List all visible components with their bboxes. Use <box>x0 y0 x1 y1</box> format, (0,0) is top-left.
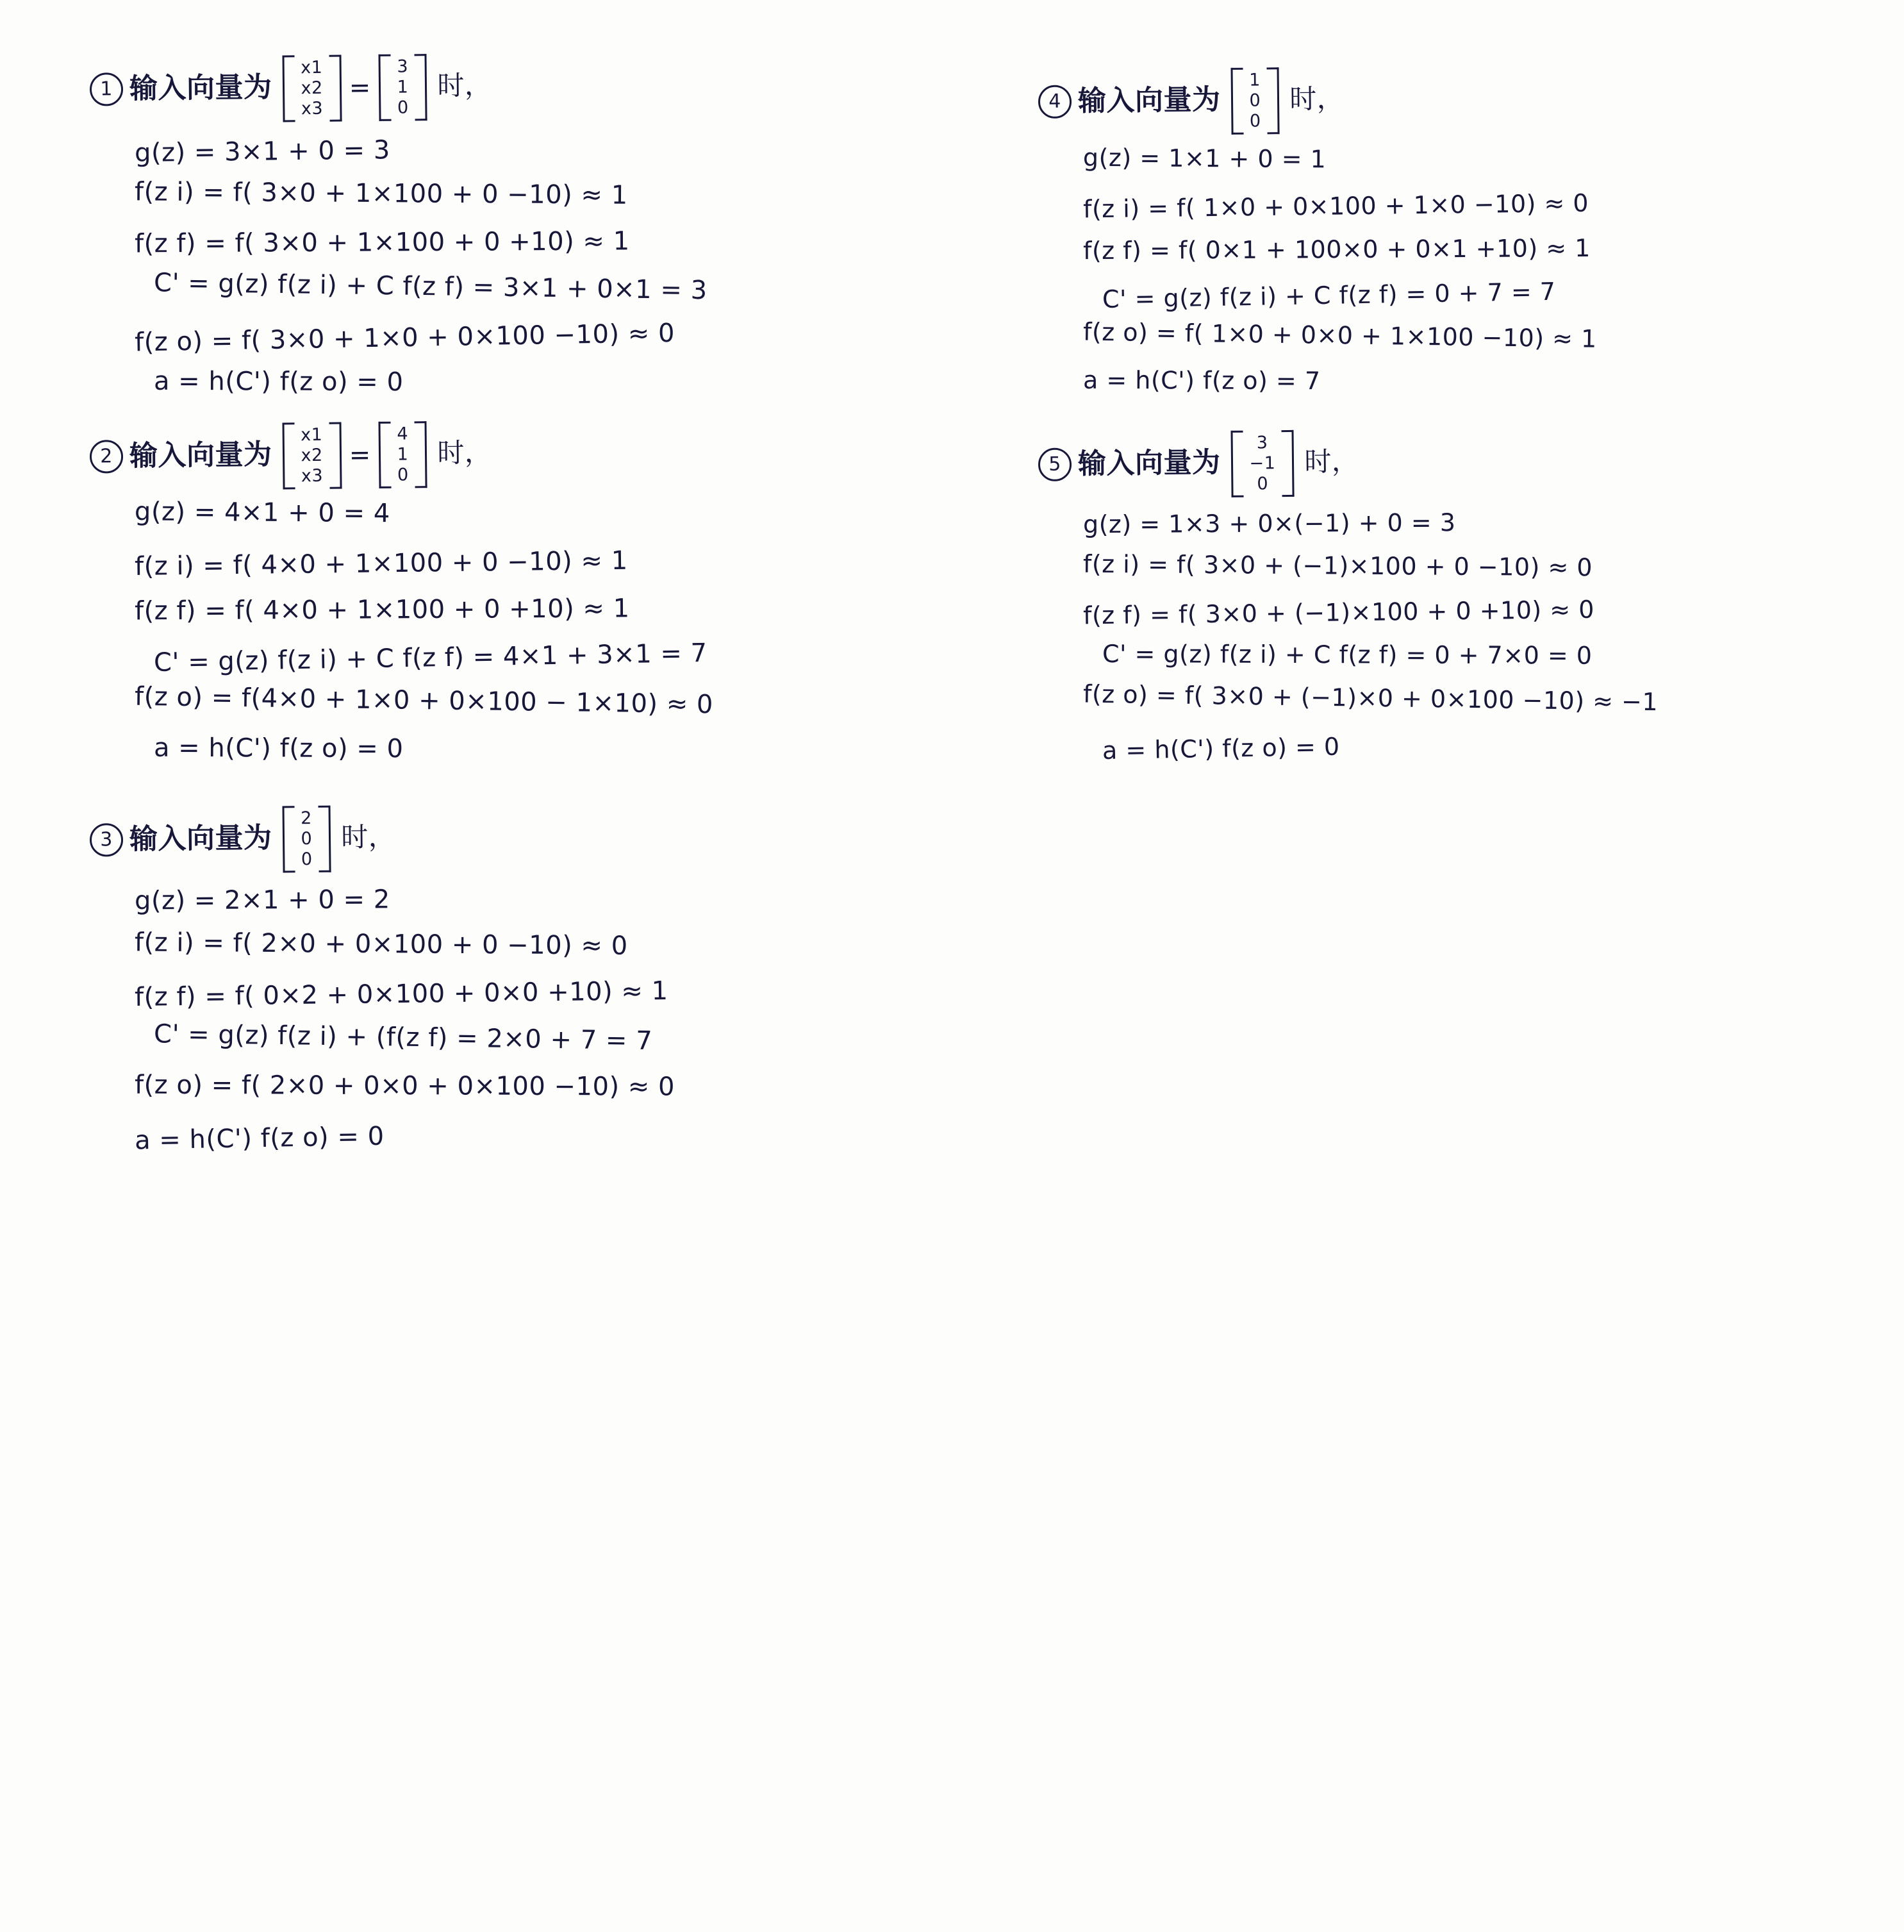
equation-line: g(z) = 2×1 + 0 = 2 <box>134 885 390 916</box>
vector-value: 1 <box>397 77 409 97</box>
right-column <box>1025 26 1904 1923</box>
vector-values <box>1245 67 1265 134</box>
case-block-3 <box>90 802 1025 1156</box>
equation-line: f(z o) = f( 2×0 + 0×0 + 0×100 −10) ≈ 0 <box>134 1070 675 1102</box>
equation-line: f(z f) = f( 4×0 + 1×100 + 0 +10) ≈ 1 <box>134 594 630 626</box>
case-heading-5 <box>1038 422 1904 498</box>
equation-line: f(z f) = f( 3×0 + 1×100 + 0 +10) ≈ 1 <box>134 226 630 259</box>
equation-line: g(z) = 1×3 + 0×(−1) + 0 = 3 <box>1082 508 1456 539</box>
vector-label: x1 <box>301 57 323 78</box>
vector-labels <box>297 55 327 122</box>
vector-value: 3 <box>397 56 409 77</box>
bracket-right-icon <box>415 54 427 121</box>
equation-line: f(z f) = f( 0×1 + 100×0 + 0×1 +10) ≈ 1 <box>1082 233 1591 265</box>
equation-line: f(z f) = f( 3×0 + (−1)×100 + 0 +10) ≈ 0 <box>1082 595 1595 630</box>
equation-line: f(z o) = f( 3×0 + (−1)×0 + 0×100 −10) ≈ −1 <box>1082 680 1659 717</box>
case-block-4 <box>1038 64 1904 395</box>
case-heading-suffix: 时， <box>437 69 492 101</box>
case-block-2 <box>90 419 1025 764</box>
case-heading-suffix: 时， <box>340 820 396 853</box>
vector-value: 0 <box>1257 473 1269 494</box>
vector-label: x2 <box>301 78 323 99</box>
case-heading-suffix: 时， <box>1289 82 1345 115</box>
case-marker: 5 <box>1038 447 1072 481</box>
case-marker: 4 <box>1038 85 1072 119</box>
case-heading-prefix: 输入向量为 <box>1077 83 1221 118</box>
equation-line: a = h(C') f(z o) = 7 <box>1082 365 1321 395</box>
equation-line: a = h(C') f(z o) = 0 <box>153 366 404 397</box>
vector-value: 0 <box>301 829 313 849</box>
case-heading-prefix: 输入向量为 <box>1077 446 1221 480</box>
bracket-right-icon <box>415 421 427 488</box>
case-heading-prefix: 输入向量为 <box>129 821 272 856</box>
vector-value: 0 <box>301 849 313 870</box>
equation-line: C' = g(z) f(z i) + C f(z f) = 3×1 + 0×1 = 3 <box>153 268 708 306</box>
equation-line: g(z) = 1×1 + 0 = 1 <box>1082 143 1327 173</box>
case-heading-4 <box>1038 60 1904 135</box>
case-heading-prefix: 输入向量为 <box>129 71 272 105</box>
input-vector-5 <box>1230 430 1295 497</box>
equation-line: f(z o) = f(4×0 + 1×0 + 0×100 − 1×10) ≈ 0 <box>134 681 714 720</box>
bracket-right-icon <box>329 422 342 488</box>
vector-value: −1 <box>1249 453 1276 474</box>
equation-line: a = h(C') f(z o) = 0 <box>134 1121 385 1156</box>
case-block-1 <box>90 51 1025 397</box>
bracket-left-icon <box>1230 68 1243 135</box>
vector-label: x3 <box>301 465 324 486</box>
vector-labels <box>297 422 327 488</box>
input-vector-4 <box>1230 67 1280 134</box>
vector-label: x1 <box>301 424 323 445</box>
case-heading-2 <box>89 413 1025 490</box>
vector-value: 3 <box>1256 433 1268 453</box>
equation-line: f(z f) = f( 0×2 + 0×100 + 0×0 +10) ≈ 1 <box>134 976 668 1013</box>
vector-value: 1 <box>1249 70 1261 90</box>
bracket-left-icon <box>1230 430 1243 497</box>
equals-sign: = <box>349 72 371 103</box>
notes-columns <box>0 26 1904 1923</box>
equation-line: C' = g(z) f(z i) + (f(z f) = 2×0 + 7 = 7 <box>153 1019 653 1056</box>
case-marker: 1 <box>90 72 124 106</box>
equation-line: f(z i) = f( 3×0 + (−1)×100 + 0 −10) ≈ 0 <box>1082 550 1593 582</box>
equation-line: C' = g(z) f(z i) + C f(z f) = 0 + 7 = 7 <box>1102 277 1556 313</box>
equation-line: f(z o) = f( 3×0 + 1×0 + 0×100 −10) ≈ 0 <box>134 319 675 358</box>
bracket-left-icon <box>378 421 391 488</box>
equation-line: C' = g(z) f(z i) + C f(z f) = 0 + 7×0 = 0 <box>1102 640 1593 670</box>
equation-line: f(z i) = f( 3×0 + 1×100 + 0 −10) ≈ 1 <box>134 177 628 210</box>
input-vector-1 <box>282 54 427 122</box>
equation-line: g(z) = 4×1 + 0 = 4 <box>134 497 390 529</box>
bracket-left-icon <box>378 54 391 121</box>
case-heading-suffix: 时， <box>1304 445 1359 478</box>
vector-values <box>393 54 413 121</box>
case-marker: 3 <box>90 823 124 857</box>
equals-sign: = <box>349 440 371 470</box>
equation-line: a = h(C') f(z o) = 0 <box>153 733 404 764</box>
vector-label: x2 <box>301 445 323 465</box>
equation-line: f(z o) = f( 1×0 + 0×0 + 1×100 −10) ≈ 1 <box>1082 317 1598 353</box>
equation-line: f(z i) = f( 1×0 + 0×100 + 1×0 −10) ≈ 0 <box>1082 188 1589 224</box>
vector-values <box>1245 430 1280 497</box>
case-heading-3 <box>89 797 1025 874</box>
vector-label: x3 <box>301 98 324 119</box>
vector-value: 0 <box>397 464 409 485</box>
case-marker: 2 <box>90 440 124 474</box>
bracket-left-icon <box>282 422 295 489</box>
input-vector-3 <box>282 806 331 872</box>
case-block-5 <box>1038 427 1904 765</box>
bracket-right-icon <box>329 55 342 122</box>
equation-line: a = h(C') f(z o) = 0 <box>1102 732 1340 765</box>
bracket-left-icon <box>282 55 295 122</box>
bracket-right-icon <box>1282 430 1295 497</box>
vector-values <box>393 421 413 488</box>
case-heading-prefix: 输入向量为 <box>129 437 272 472</box>
equation-line: C' = g(z) f(z i) + C f(z f) = 4×1 + 3×1 = 7 <box>153 638 708 678</box>
vector-value: 0 <box>1249 90 1261 111</box>
input-vector-2 <box>282 421 427 489</box>
vector-value: 4 <box>397 424 409 444</box>
case-heading-1 <box>89 46 1025 122</box>
vector-value: 1 <box>397 444 409 465</box>
equation-line: f(z i) = f( 4×0 + 1×100 + 0 −10) ≈ 1 <box>134 546 628 582</box>
left-column <box>0 26 1025 1923</box>
vector-value: 2 <box>301 808 313 829</box>
vector-value: 0 <box>397 97 409 118</box>
equation-line: f(z i) = f( 2×0 + 0×100 + 0 −10) ≈ 0 <box>134 928 628 961</box>
bracket-right-icon <box>1267 67 1280 134</box>
bracket-left-icon <box>282 806 295 873</box>
vector-value: 0 <box>1249 111 1261 131</box>
vector-values <box>297 806 317 872</box>
case-heading-suffix: 时， <box>437 436 492 469</box>
bracket-right-icon <box>319 806 331 872</box>
equation-line: g(z) = 3×1 + 0 = 3 <box>134 135 391 168</box>
